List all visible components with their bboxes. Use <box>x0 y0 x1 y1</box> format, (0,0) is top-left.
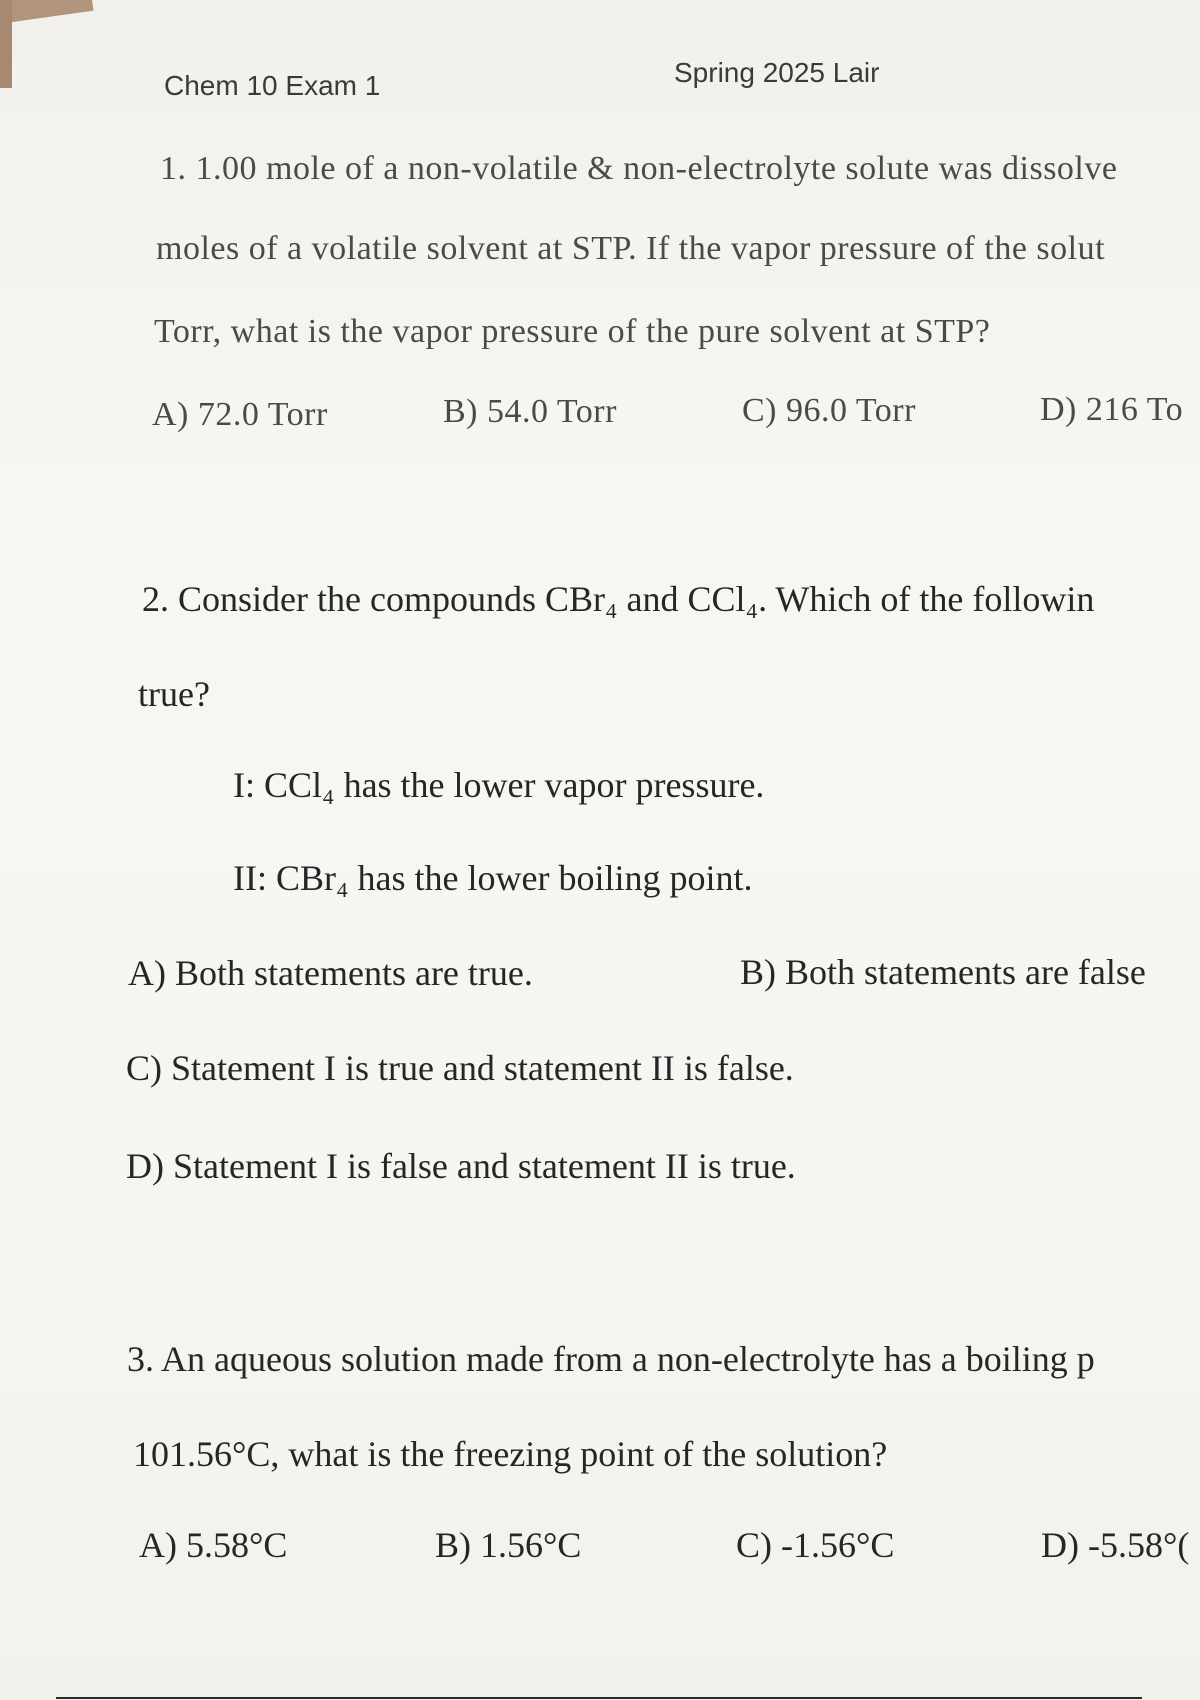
q1-choice-a: A) 72.0 Torr <box>152 396 328 433</box>
q3-choice-a: A) 5.58°C <box>139 1525 288 1565</box>
q3-line-2: 101.56°C, what is the freezing point of the solution? <box>133 1434 888 1474</box>
q1-choice-d: D) 216 To <box>1040 391 1184 428</box>
q2-statement-2: II: CBr₄ has the lower boiling point. <box>233 858 753 898</box>
bottom-rule <box>56 1697 1142 1699</box>
q3-choice-d: D) -5.58°( <box>1041 1525 1190 1565</box>
q1-line-1: 1. 1.00 mole of a non-volatile & non-electrolyte solute was dissolve <box>160 150 1118 187</box>
q1-choice-c: C) 96.0 Torr <box>742 392 916 429</box>
q2-choice-b: B) Both statements are false <box>740 952 1146 992</box>
q2-line-1: 2. Consider the compounds CBr₄ and CCl₄. Which of the followin <box>142 579 1095 619</box>
q2-choice-a: A) Both statements are true. <box>128 953 533 993</box>
q2-choice-c: C) Statement I is true and statement II is false. <box>126 1048 794 1088</box>
q1-line-3: Torr, what is the vapor pressure of the pure solvent at STP? <box>154 313 991 350</box>
q3-choice-b: B) 1.56°C <box>435 1525 582 1565</box>
q2-statement-1: I: CCl₄ has the lower vapor pressure. <box>233 765 765 805</box>
exam-term: Spring 2025 Lair <box>674 57 880 88</box>
page-corner-fold <box>0 0 95 90</box>
q2-choice-d: D) Statement I is false and statement II is true. <box>126 1146 796 1186</box>
exam-title: Chem 10 Exam 1 <box>164 70 381 101</box>
q3-line-1: 3. An aqueous solution made from a non-electrolyte has a boiling p <box>127 1339 1095 1379</box>
q2-line-2: true? <box>138 674 210 714</box>
q1-line-2: moles of a volatile solvent at STP. If the vapor pressure of the solut <box>156 230 1106 267</box>
q1-choice-b: B) 54.0 Torr <box>443 393 617 430</box>
q3-choice-c: C) -1.56°C <box>736 1525 895 1565</box>
